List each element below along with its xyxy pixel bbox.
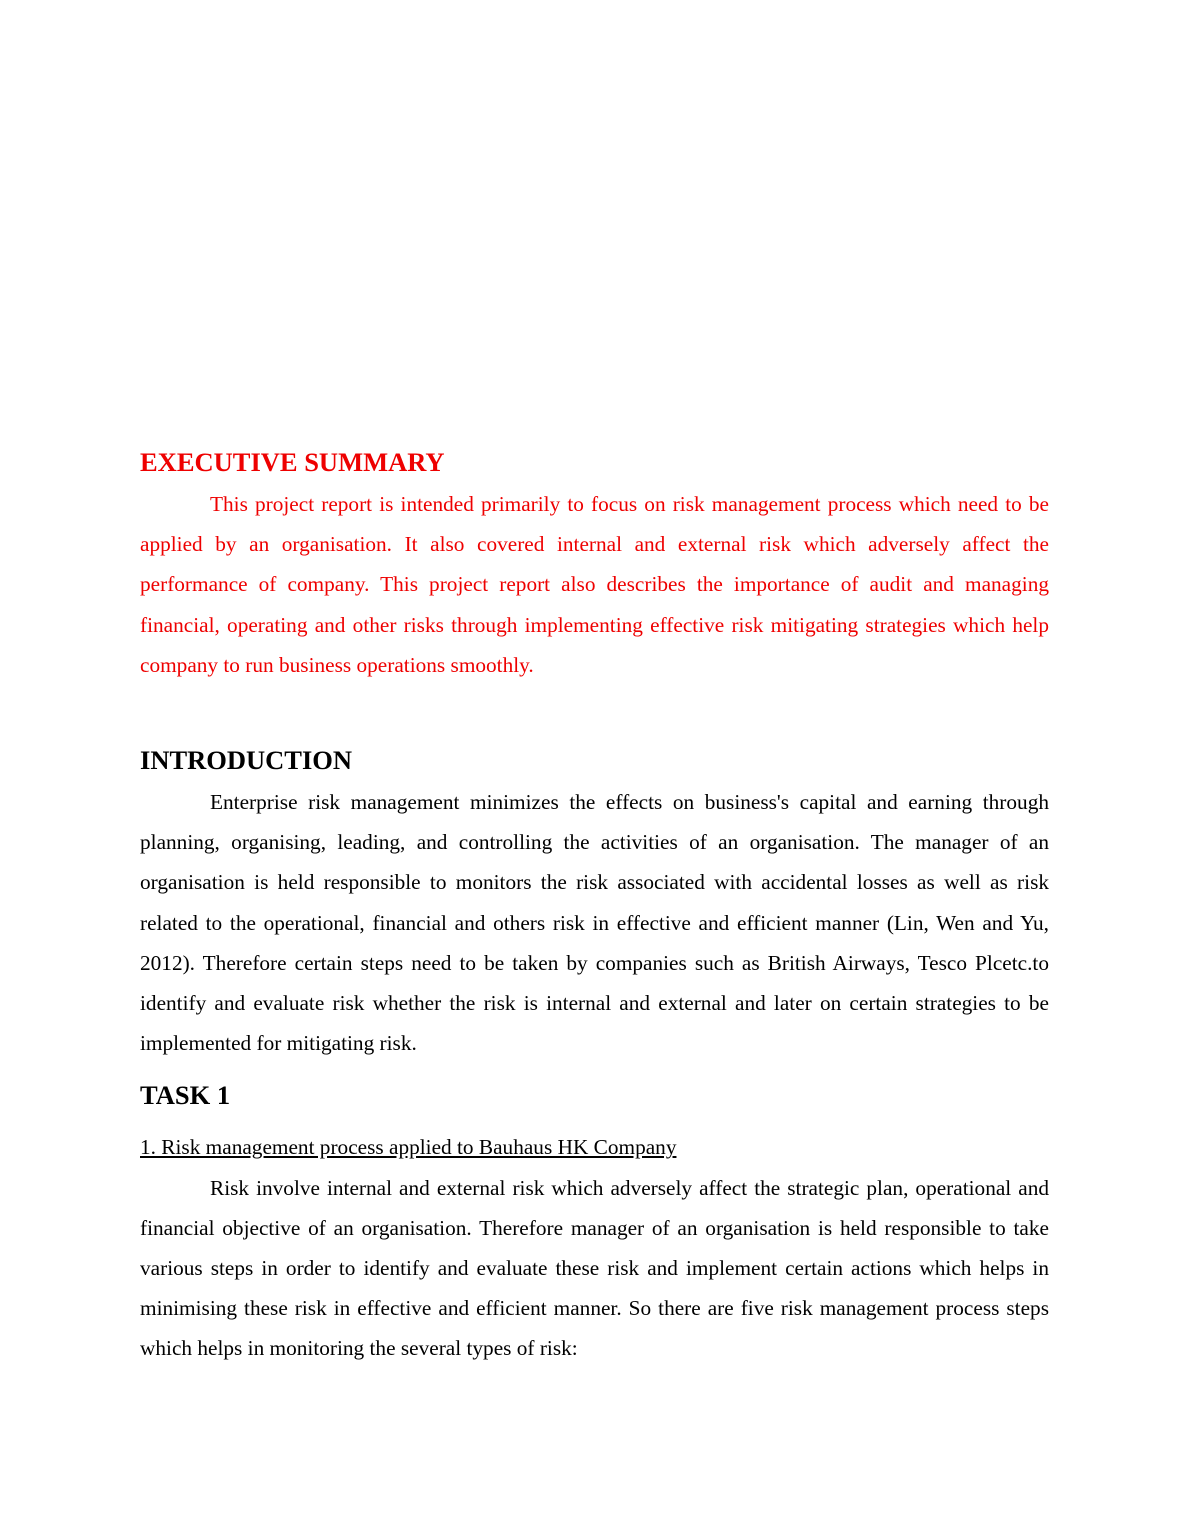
task1-subheading: 1. Risk management process applied to Bauhaus HK Company xyxy=(140,1135,677,1160)
introduction-paragraph: Enterprise risk management minimizes the effects on business's capital and earning through planning, organising, leading, and controlling the activities of an organisation. The manager of an organisation is held responsible to monitors the risk associated with accidental losses as well as risk related to the operational, financial and others risk in effective and efficient manner (Lin, Wen and Yu, 2012). Therefore certain steps need to be taken by companies such as British Airways, Tesco Plcetc.to identify and evaluate risk whether the risk is internal and external and later on certain strategies to be implemented for mitigating risk. xyxy=(140,790,1049,1056)
executive-summary-paragraph: This project report is intended primarily to focus on risk management process which need to be applied by an organisation. It also covered internal and external risk which adversely affect the performance of company. This project report also describes the importance of audit and managing financial, operating and other risks through implementing effective risk mitigating strategies which help company to run business operations smoothly. xyxy=(140,492,1049,677)
introduction-heading: INTRODUCTION xyxy=(140,745,353,776)
document-page xyxy=(140,443,1049,1369)
task1-heading: TASK 1 xyxy=(140,1080,231,1111)
task1-paragraph: Risk involve internal and external risk which adversely affect the strategic plan, operational and financial objective of an organisation. Therefore manager of an organisation is held responsible to take various steps in order to identify and evaluate these risk and implement certain actions which helps in minimising these risk in effective and efficient manner. So there are five risk management process steps which helps in monitoring the several types of risk: xyxy=(140,1175,1049,1361)
executive-summary-heading: EXECUTIVE SUMMARY xyxy=(140,447,445,477)
